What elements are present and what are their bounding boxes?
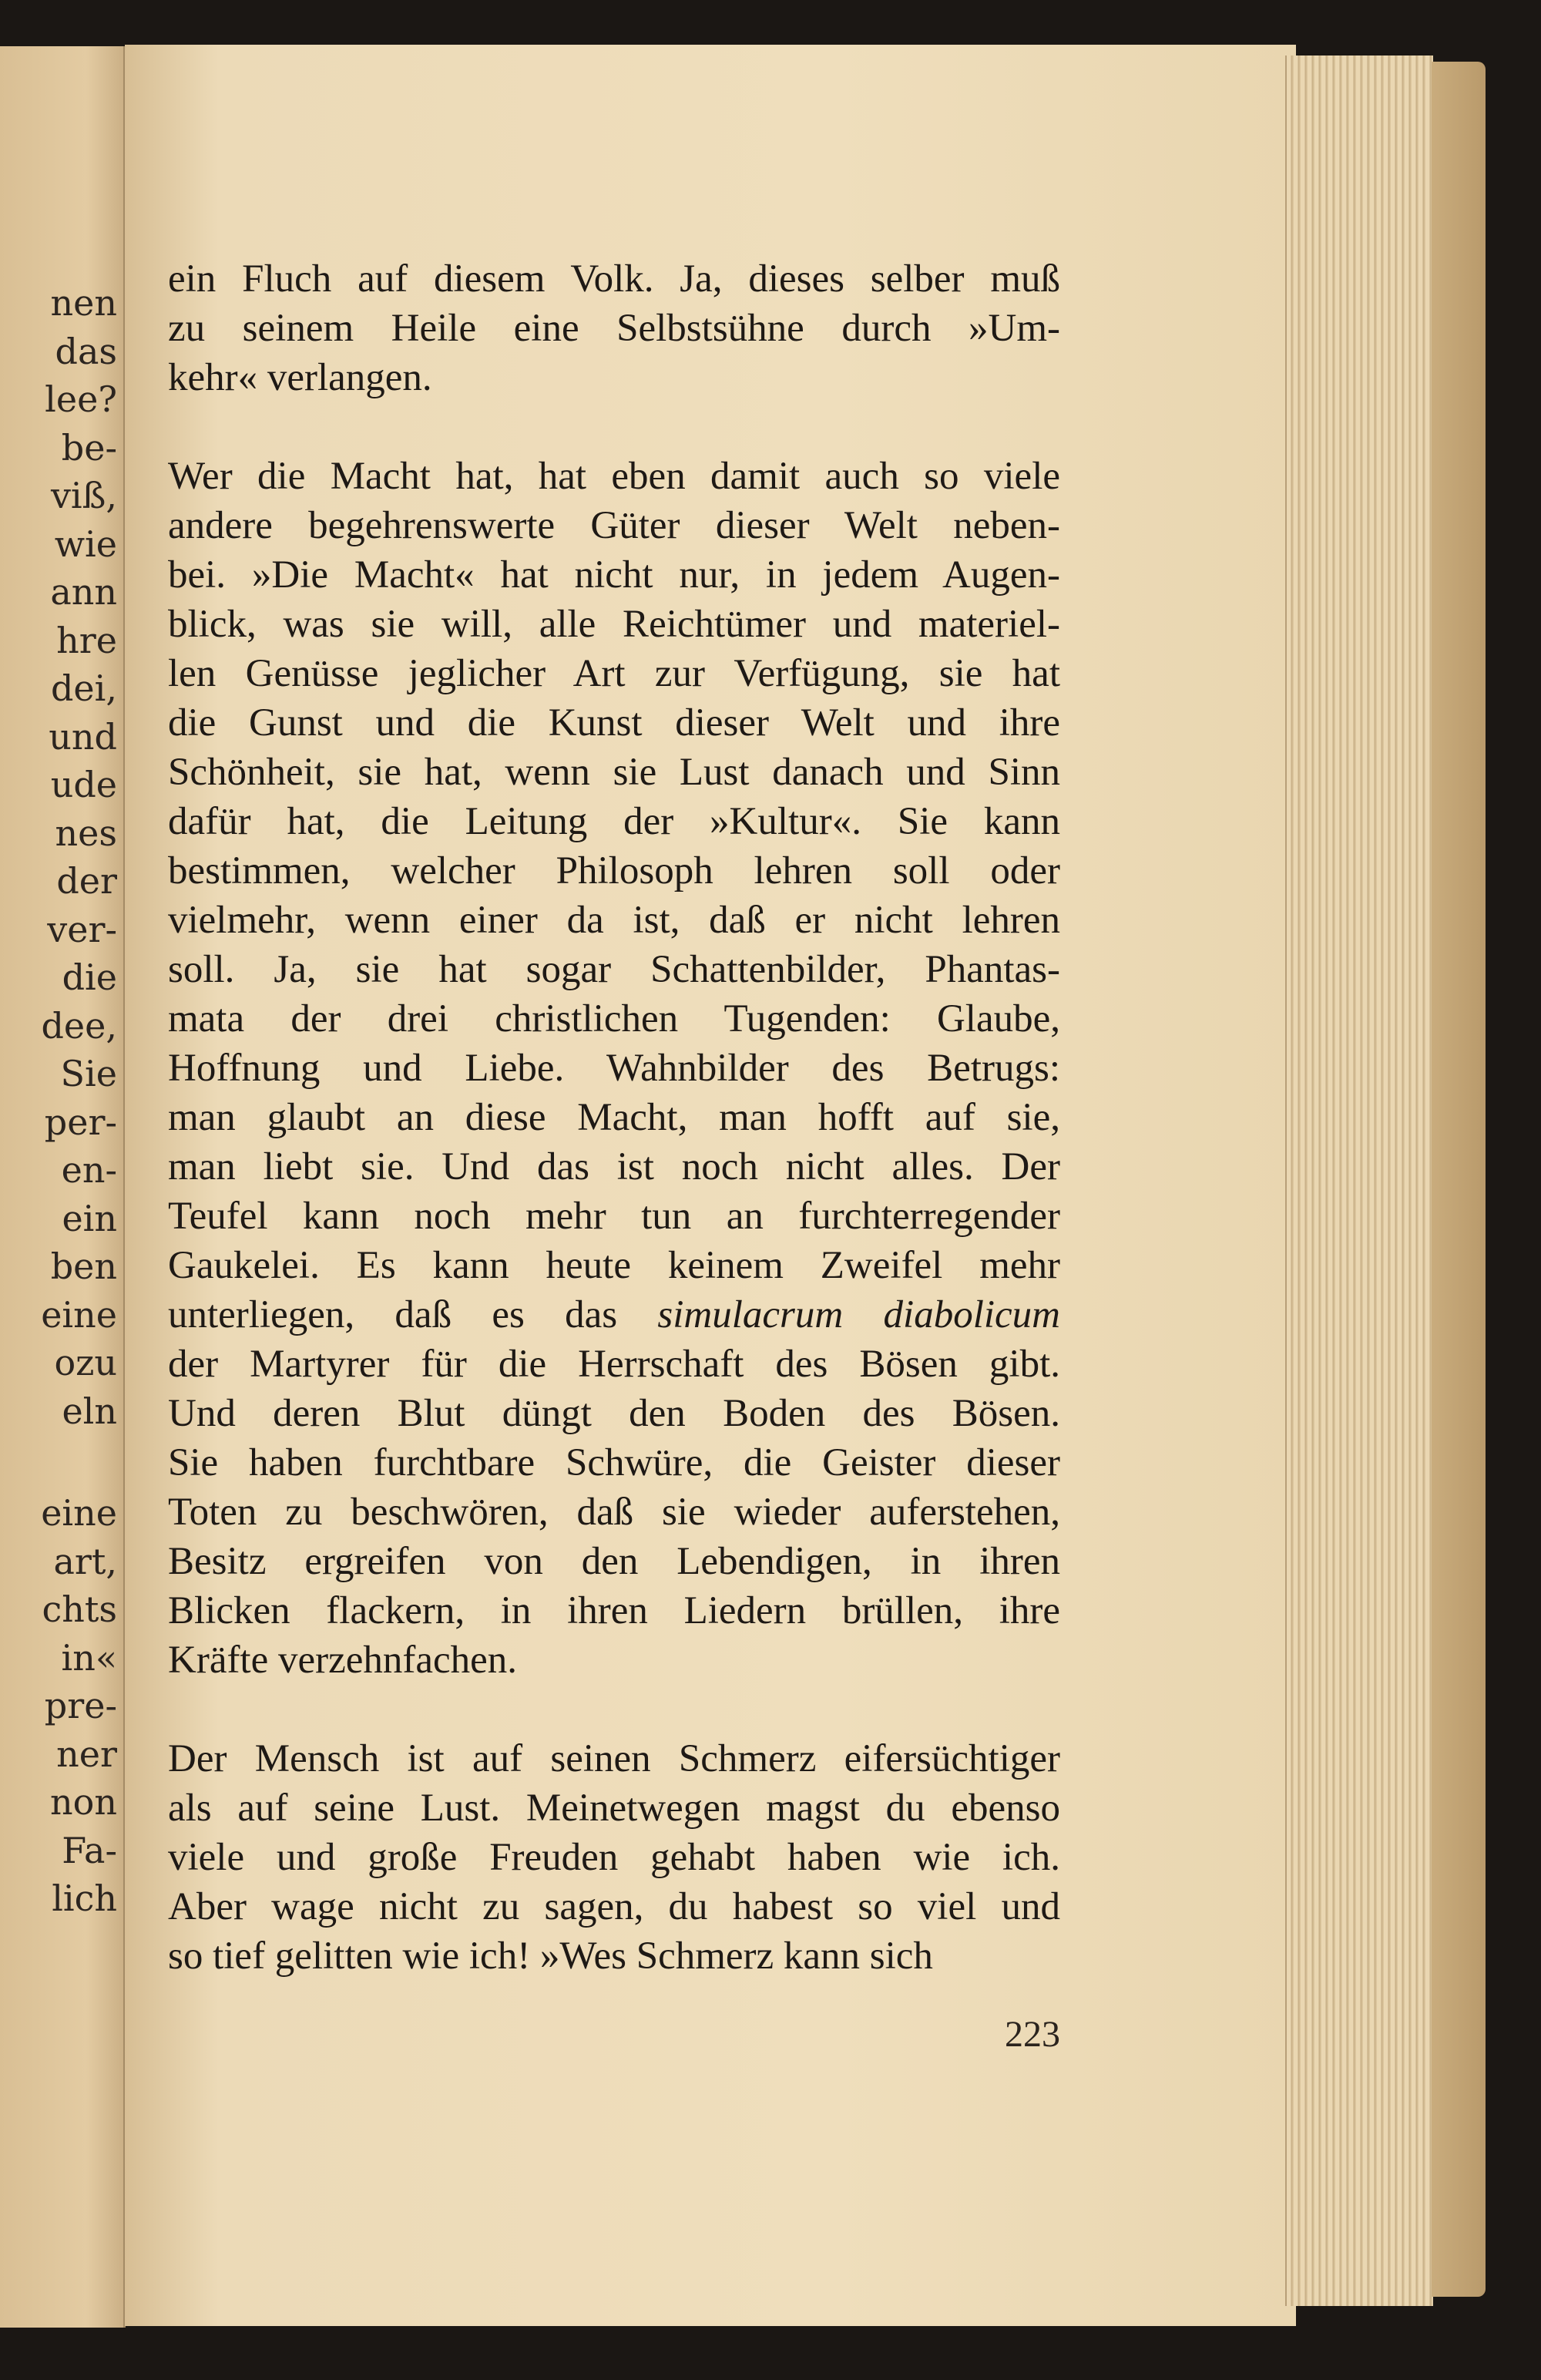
facing-page-fragment: Fa- xyxy=(62,1829,117,1871)
text-line: der Martyrer für die Herrschaft des Bösen gibt. xyxy=(168,1343,1060,1386)
facing-page-left xyxy=(0,46,126,2328)
text-line: Hoffnung und Liebe. Wahnbilder des Betrugs: xyxy=(168,1047,1060,1090)
text-line: ein Fluch auf diesem Volk. Ja, dieses selber muß xyxy=(168,257,1060,301)
book-cover-edge xyxy=(1432,62,1486,2297)
page-number: 223 xyxy=(1005,2014,1060,2055)
facing-page-fragment: pre- xyxy=(44,1685,117,1726)
facing-page-fragment: ein xyxy=(62,1197,117,1239)
text-line: dafür hat, die Leitung der »Kultur«. Sie kann xyxy=(168,800,1060,843)
facing-page-fragment: non xyxy=(50,1781,117,1823)
text-line: mata der drei christlichen Tugenden: Glaube, xyxy=(168,997,1060,1040)
paragraph-gap xyxy=(168,1685,1060,1734)
facing-page-fragment: ner xyxy=(56,1733,117,1775)
text-line: bei. »Die Macht« hat nicht nur, in jedem Augen- xyxy=(168,553,1060,597)
page-body-text xyxy=(168,254,1060,1981)
facing-page-fragment: dee, xyxy=(41,1004,117,1047)
text-line: Aber wage nicht zu sagen, du habest so viel und xyxy=(168,1885,1060,1928)
facing-page-fragment: und xyxy=(49,715,117,758)
text-line: viele und große Freuden gehabt haben wie ich. xyxy=(168,1836,1060,1879)
facing-page-fragment: chts xyxy=(42,1588,117,1630)
facing-page-fragment: nen xyxy=(50,282,117,324)
facing-page-fragment: ann xyxy=(50,571,117,613)
text-line: Wer die Macht hat, hat eben damit auch so viele xyxy=(168,455,1060,498)
paragraph-gap xyxy=(168,402,1060,452)
paragraph xyxy=(168,452,1060,1685)
text-line: bestimmen, welcher Philosoph lehren soll oder xyxy=(168,849,1060,892)
facing-page-fragment: hre xyxy=(56,619,117,661)
facing-page-fragment: per- xyxy=(44,1101,117,1143)
italic-phrase: simulacrum diabolicum xyxy=(657,1293,1060,1336)
facing-page-fragment: be- xyxy=(61,426,117,469)
page-edges xyxy=(1285,55,1433,2306)
paragraph xyxy=(168,1734,1060,1981)
text-line: Gaukelei. Es kann heute keinem Zweifel mehr xyxy=(168,1244,1060,1287)
facing-page-fragment: wie xyxy=(54,523,117,565)
text-line: man glaubt an diese Macht, man hofft auf sie, xyxy=(168,1096,1060,1139)
text-line: soll. Ja, sie hat sogar Schattenbilder, Phantas- xyxy=(168,948,1060,991)
text-line: als auf seine Lust. Meinetwegen magst du ebenso xyxy=(168,1787,1060,1830)
facing-page-fragment: dei, xyxy=(50,667,117,709)
facing-page-fragment: art, xyxy=(53,1540,117,1582)
text-line: so tief gelitten wie ich! »Wes Schmerz kann sich xyxy=(168,1935,933,1978)
facing-page-fragment: ude xyxy=(50,764,117,805)
facing-page-fragment: die xyxy=(62,956,117,998)
facing-page-fragment: eln xyxy=(62,1390,117,1432)
text-line: kehr« verlangen. xyxy=(168,356,432,399)
facing-page-fragment: lich xyxy=(52,1877,117,1919)
text-line: man liebt sie. Und das ist noch nicht alles. Der xyxy=(168,1145,1060,1188)
text-line: andere begehrenswerte Güter dieser Welt neben- xyxy=(168,504,1060,547)
text-line: Toten zu beschwören, daß sie wieder auferstehen, xyxy=(168,1491,1060,1534)
facing-page-fragment: viß, xyxy=(50,475,117,516)
text-line: die Gunst und die Kunst dieser Welt und ihre xyxy=(168,701,1060,745)
facing-page-fragment: en- xyxy=(61,1149,117,1191)
text-line: unterliegen, daß es das simulacrum diabolicum xyxy=(168,1293,1060,1336)
text-line: Besitz ergreifen von den Lebendigen, in ihren xyxy=(168,1540,1060,1583)
facing-page-fragment: Sie xyxy=(60,1053,117,1094)
text-line: Und deren Blut düngt den Boden des Bösen. xyxy=(168,1392,1060,1435)
facing-page-fragment: ben xyxy=(50,1245,117,1287)
text-line: Der Mensch ist auf seinen Schmerz eifersüchtiger xyxy=(168,1737,1060,1780)
text-line: Kräfte verzehnfachen. xyxy=(168,1639,518,1682)
facing-page-fragment: eine xyxy=(41,1293,117,1336)
text-line: Sie haben furchtbare Schwüre, die Geister dieser xyxy=(168,1441,1060,1484)
facing-page-fragment: ver- xyxy=(47,908,117,950)
text-line: blick, was sie will, alle Reichtümer und materiel- xyxy=(168,603,1060,646)
text-line: Blicken flackern, in ihren Liedern brüllen, ihre xyxy=(168,1589,1060,1632)
paragraph xyxy=(168,254,1060,402)
facing-page-fragment: das xyxy=(55,330,117,372)
facing-page-fragment: ozu xyxy=(54,1342,117,1383)
text-line: len Genüsse jeglicher Art zur Verfügung, sie hat xyxy=(168,652,1060,695)
text-line: vielmehr, wenn einer da ist, daß er nicht lehren xyxy=(168,899,1060,942)
facing-page-fragment: der xyxy=(56,860,117,902)
facing-page-fragment: eine xyxy=(41,1492,117,1534)
text-line: zu seinem Heile eine Selbstsühne durch »Um- xyxy=(168,307,1060,350)
facing-page-fragment: lee? xyxy=(45,378,117,420)
text-line: Schönheit, sie hat, wenn sie Lust danach und Sinn xyxy=(168,751,1060,794)
text-line: Teufel kann noch mehr tun an furchterregender xyxy=(168,1195,1060,1238)
facing-page-fragment: nes xyxy=(55,812,117,854)
facing-page-fragment: in« xyxy=(61,1636,117,1679)
